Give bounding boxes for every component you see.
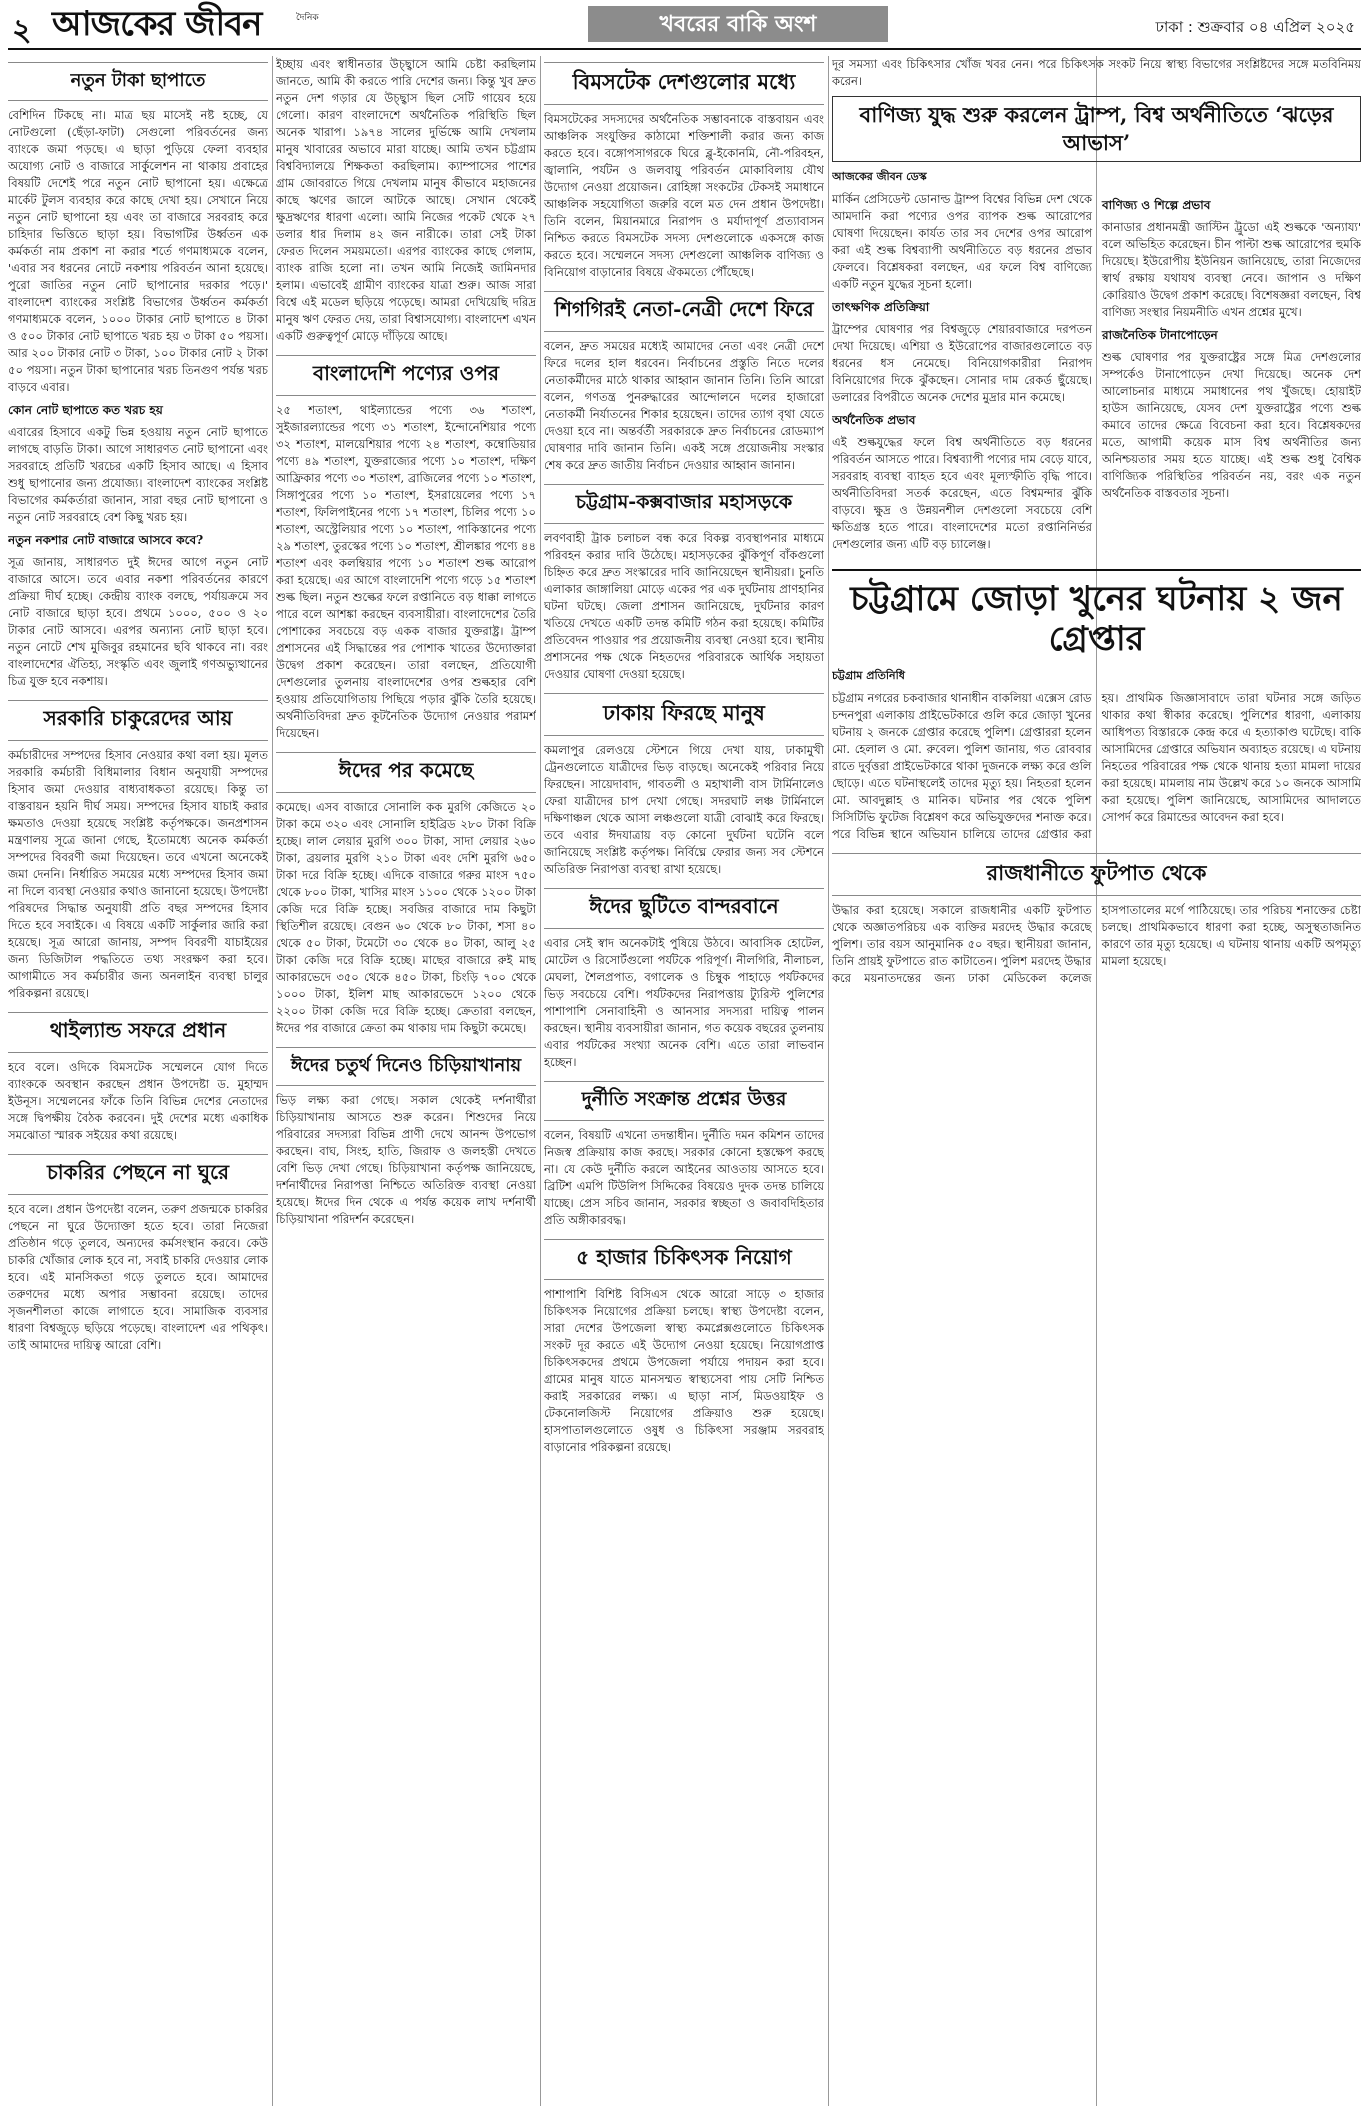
headline-govt-assets: সরকারি চাকুরেদের আয় xyxy=(8,700,268,741)
article-body: কানাডার প্রধানমন্ত্রী জাস্টিন ট্রুডো এই শুল্ককে 'অন্যায্য' বলে অভিহিত করেছেন। চীন পাল্টা শুল্ক আরোপের হুমকি দিয়েছে। ইউরোপীয় ইউনিয়ন জানিয়েছে, তারা নিজেদের স্বার্থ রক্ষায় যথাযথ ব্যবস্থা নেবে। জাপান ও দক্ষিণ কোরিয়াও উদ্বেগ প্রকাশ করেছে। বিশেষজ্ঞরা বলছেন, বিশ্ব বাণিজ্য সংস্থার নিয়মনীতি এখন প্রশ্নের মুখে। xyxy=(1102,220,1361,319)
article-body: উদ্ধার করা হয়েছে। সকালে রাজধানীর একটি ফুটপাত থেকে অজ্ঞাতপরিচয় এক ব্যক্তির মরদেহ উদ্ধার করেছে পুলিশ। তার বয়স আনুমানিক ৫০ বছর। স্থানীয়রা জানান, তিনি প্রায়ই ফুটপাতে রাত কাটাতেন। পুলিশ মরদেহ উদ্ধার করে ময়নাতদন্তের জন্য ঢাকা মেডিকেল কলেজ হাসপাতালের মর্গে পাঠিয়েছে। তার পরিচয় শনাক্তের চেষ্টা চলছে। প্রাথমিকভাবে ধারণা করা হচ্ছে, অসুস্থতাজনিত কারণে তার মৃত্যু হয়েছে। এ ঘটনায় থানায় একটি অপমৃত্যু মামলা হয়েছে। xyxy=(832,903,1361,985)
headline-ctg-highway: চট্টগ্রাম-কক্সবাজার মহাসড়কে xyxy=(544,484,824,524)
headline-ctg-murder: চট্টগ্রামে জোড়া খুনের ঘটনায় ২ জন গ্রেপ্তার xyxy=(832,569,1361,659)
article-body: দূর সমস্যা এবং চিকিৎসার খোঁজ খবর নেন। পরে চিকিৎসক সংকট নিয়ে স্বাস্থ্য বিভাগের সংশ্লিষ্টদের সঙ্গে মতবিনিময় করেন। xyxy=(832,57,1361,88)
headline-leaders-return: শিগগিরই নেতা-নেত্রী দেশে ফিরে xyxy=(544,291,824,332)
headline-trade-war: বাণিজ্য যুদ্ধ শুরু করলেন ট্রাম্প, বিশ্ব অর্থনীতিতে ‘ঝড়ের আভাস’ xyxy=(832,96,1361,162)
article-body: বলেন, বিষয়টি এখনো তদন্তাধীন। দুর্নীতি দমন কমিশন তাদের নিজস্ব প্রক্রিয়ায় কাজ করছে। সরকার কোনো হস্তক্ষেপ করছে না। যে কেউ দুর্নীতি করলে আইনের আওতায় আসতে হবে। ব্রিটিশ এমপি টিউলিপ সিদ্দিকের বিষয়েও দুদক তদন্ত চালিয়ে যাচ্ছে। প্রেস সচিব জানান, সরকার স্বচ্ছতা ও জবাবদিহিতার প্রতি অঙ্গীকারবদ্ধ। xyxy=(544,1128,824,1227)
subheading: বাণিজ্য ও শিল্পে প্রভাব xyxy=(1102,198,1211,212)
column-rule xyxy=(828,56,829,2106)
subheading: তাৎক্ষণিক প্রতিক্রিয়া xyxy=(832,300,930,314)
headline-back-to-dhaka: ঢাকায় ফিরছে মানুষ xyxy=(544,693,824,736)
column-1 xyxy=(8,56,268,2106)
trade-war-columns xyxy=(832,191,1361,555)
article-body: এই শুল্কযুদ্ধের ফলে বিশ্ব অর্থনীতিতে বড় ধরনের পরিবর্তন আসতে পারে। বিশ্বব্যাপী পণ্যের দাম বেড়ে যাবে, সরবরাহ ব্যবস্থা ব্যাহত হবে এবং মূল্যস্ফীতি বৃদ্ধি পাবে। অর্থনীতিবিদরা সতর্ক করেছেন, এতে বিশ্বমন্দার ঝুঁকি বাড়বে। ক্ষুদ্র ও উন্নয়নশীল দেশগুলো সবচেয়ে বেশি ক্ষতিগ্রস্ত হতে পারে। বাংলাদেশের মতো রপ্তানিনির্ভর দেশগুলোর জন্য এটি বড় চ্যালেঞ্জ। xyxy=(832,435,1092,551)
article-body: এবার সেই স্বাদ অনেকটাই পুষিয়ে উঠবে। আবাসিক হোটেল, মোটেল ও রিসোর্টগুলো পর্যটকে পরিপূর্ণ। নীলগিরি, নীলাচল, মেঘলা, শৈলপ্রপাত, বগালেক ও চিম্বুক পাহাড়ে পর্যটকদের ভিড় সবচেয়ে বেশি। পর্যটকদের নিরাপত্তায় ট্যুরিস্ট পুলিশের পাশাপাশি সেনাবাহিনী ও আনসার সদস্যরা দায়িত্ব পালন করছেন। স্থানীয় ব্যবসায়ীরা জানান, গত কয়েক বছরের তুলনায় এবার পর্যটকের সংখ্যা অনেক বেশি। এতে তারা লাভবান হচ্ছেন। xyxy=(544,936,824,1069)
article-body: এবারের হিসাবে একটু ভিন্ন হওয়ায় নতুন নোট ছাপাতে লাগছে বাড়তি টাকা। আগে সাধারণত নোট ছাপানো এবং সরবরাহে প্রতিটি খরচের একটি হিসাব আছে। এ হিসাব শুধু ছাপানোর জন্য প্রযোজ্য। বাংলাদেশ ব্যাংকের সংশ্লিষ্ট বিভাগের কর্মকর্তারা জানান, সারা বছর নোট ছাপানো ও নতুন নোট সরবরাহে বেশ কিছু খরচ হয়। xyxy=(8,425,268,524)
article-body: ভিড় লক্ষ্য করা গেছে। সকাল থেকেই দর্শনার্থীরা চিড়িয়াখানায় আসতে শুরু করেন। শিশুদের নিয়ে পরিবারের সদস্যরা বিভিন্ন প্রাণী দেখে আনন্দ উপভোগ করছেন। বাঘ, সিংহ, হাতি, জিরাফ ও জলহস্তী দেখতে বেশি ভিড় দেখা গেছে। চিড়িয়াখানা কর্তৃপক্ষ জানিয়েছে, দর্শনার্থীদের নিরাপত্তা নিশ্চিতে অতিরিক্ত ব্যবস্থা নেওয়া হয়েছে। ঈদের দিন থেকে এ পর্যন্ত কয়েক লাখ দর্শনার্থী চিড়িয়াখানা পরিদর্শন করেছেন। xyxy=(276,1093,536,1226)
article-body: হবে বলে। প্রধান উপদেষ্টা বলেন, তরুণ প্রজন্মকে চাকরির পেছনে না ঘুরে উদ্যোক্তা হতে হবে। তারা নিজেরা প্রতিষ্ঠান গড়ে তুলবে, অন্যদের কর্মসংস্থান করবে। কেউ চাকরি খোঁজার লোক হবে না, সবাই চাকরি দেওয়ার লোক হবে। এই মানসিকতা গড়ে তুলতে হবে। আমাদের তরুণদের মধ্যে অপার সম্ভাবনা রয়েছে। তাদের সৃজনশীলতা কাজে লাগাতে হবে। সামাজিক ব্যবসার ধারণা বিশ্বজুড়ে ছড়িয়ে পড়েছে। বাংলাদেশ এর পথিকৃৎ। তাই আমাদের দায়িত্ব আরো বেশি। xyxy=(8,1202,268,1352)
subheading: রাজনৈতিক টানাপোড়েন xyxy=(1102,328,1218,342)
column-rule xyxy=(272,56,273,2106)
logo-tag: দৈনিক xyxy=(296,13,319,23)
column-3 xyxy=(544,56,824,2106)
article-body: বলেন, দ্রুত সময়ের মধ্যেই আমাদের নেতা এবং নেত্রী দেশে ফিরে দলের হাল ধরবেন। নির্বাচনের প্রস্তুতি নিতে দলের নেতাকর্মীদের মাঠে থাকার আহ্বান জানান তিনি। তিনি আরো বলেন, গণতন্ত্র পুনরুদ্ধারের আন্দোলনে দলের হাজারো নেতাকর্মী নির্যাতনের শিকার হয়েছেন। তাদের ত্যাগ বৃথা যেতে দেওয়া হবে না। অন্তর্বর্তী সরকারকে দ্রুত নির্বাচনের রোডম্যাপ ঘোষণার দাবি জানান তিনি। একই সঙ্গে প্রয়োজনীয় সংস্কার শেষ করে দ্রুত জাতীয় নির্বাচন দেওয়ার আহ্বান জানান। xyxy=(544,339,824,472)
article-body: ২৫ শতাংশ, থাইল্যান্ডের পণ্যে ৩৬ শতাংশ, সুইজারল্যান্ডের পণ্যে ৩১ শতাংশ, ইন্দোনেশিয়ার পণ্যে ৩২ শতাংশ, মালয়েশিয়ার পণ্যে ২৪ শতাংশ, কম্বোডিয়ার পণ্যে ৪৯ শতাংশ, যুক্তরাজ্যের পণ্যে ১০ শতাংশ, দক্ষিণ আফ্রিকার পণ্যে ৩০ শতাংশ, ব্রাজিলের পণ্যে ১০ শতাংশ, সিঙ্গাপুরের পণ্যে ১০ শতাংশ, ইসরায়েলের পণ্যে ১৭ শতাংশ, ফিলিপাইনের পণ্যে ১৭ শতাংশ, চিলির পণ্যে ১০ শতাংশ, অস্ট্রেলিয়ার পণ্যে ১০ শতাংশ, পাকিস্তানের পণ্যে ২৯ শতাংশ, তুরস্কের পণ্যে ১০ শতাংশ, শ্রীলঙ্কার পণ্যে ৪৪ শতাংশ এবং কলম্বিয়ার পণ্যে ১০ শতাংশ শুল্ক আরোপ করা হয়েছে। এর আগে বাংলাদেশি পণ্যে গড়ে ১৫ শতাংশ শুল্ক ছিল। নতুন শুল্কের ফলে রপ্তানিতে বড় ধাক্কা লাগতে পারে বলে আশঙ্কা করছেন ব্যবসায়ীরা। বাংলাদেশের তৈরি পোশাকের সবচেয়ে বড় একক বাজার যুক্তরাষ্ট্র। ট্রাম্প প্রশাসনের এই সিদ্ধান্তের পর পোশাক খাতের উদ্যোক্তারা উদ্বেগ প্রকাশ করেছেন। তারা বলছেন, প্রতিযোগী দেশগুলোর তুলনায় বাংলাদেশের ওপর শুল্কহার বেশি হওয়ায় প্রতিযোগিতায় পিছিয়ে পড়ার ঝুঁকি তৈরি হয়েছে। অর্থনীতিবিদরা দ্রুত কূটনৈতিক উদ্যোগ নেওয়ার পরামর্শ দিয়েছেন। xyxy=(276,403,536,740)
subheading: কোন নোট ছাপাতে কত খরচ হয় xyxy=(8,403,163,417)
headline-new-notes: নতুন টাকা ছাপাতে xyxy=(8,62,268,101)
article-body: মার্কিন প্রেসিডেন্ট ডোনাল্ড ট্রাম্প বিশ্বের বিভিন্ন দেশ থেকে আমদানি করা পণ্যের ওপর ব্যাপক শুল্ক আরোপের ঘোষণা দিয়েছেন। কার্যত তার সব দেশের ওপর আরোপ করা এই শুল্ক বিশ্বব্যাপী অর্থনীতিতে বড় ধরনের প্রভাব ফেলবে। বিশ্লেষকরা বলছেন, এর ফলে বিশ্ব বাণিজ্যে একটি নতুন যুদ্ধের সূচনা হলো। xyxy=(832,192,1092,291)
headline-footpath: রাজধানীতে ফুটপাত থেকে xyxy=(832,853,1361,896)
headline-bd-products: বাংলাদেশি পণ্যের ওপর xyxy=(276,355,536,396)
article-body: ইচ্ছায় এবং স্বাধীনতার উচ্ছ্বাসে আমি চেষ্টা করছিলাম জানতে, আমি কী করতে পারি দেশের জন্য। কিন্তু খুব দ্রুত নতুন দেশ গড়ার যে উচ্ছ্বাস ছিল সেটি গায়েব হয়ে গেলো। কারণ বাংলাদেশে অর্থনৈতিক পরিস্থিতি ছিল অনেক খারাপ। ১৯৭৪ সালের দুর্ভিক্ষে আমি দেখলাম মানুষ খাবারের অভাবে মারা যাচ্ছে। আমি তখন চট্টগ্রাম বিশ্ববিদ্যালয়ে শিক্ষকতা করছিলাম। ক্যাম্পাসের পাশের গ্রাম জোবরাতে গিয়ে দেখলাম মানুষ কীভাবে মহাজনের কাছে ঋণের জালে আটকে আছে। সেখান থেকেই ক্ষুদ্রঋণের ধারণা এলো। আমি নিজের পকেট থেকে ২৭ ডলার ধার দিলাম ৪২ জন নারীকে। তারা সেই টাকা ফেরত দিলেন সময়মতো। এরপর ব্যাংকের কাছে গেলাম, ব্যাংক রাজি হলো না। তখন আমি নিজেই জামিনদার হলাম। এভাবেই গ্রামীণ ব্যাংকের যাত্রা শুরু। আজ সারা বিশ্বে এই মডেল ছড়িয়ে পড়েছে। আমরা দেখিয়েছি দরিদ্র মানুষ ঋণ ফেরত দেয়, তারা বিশ্বাসযোগ্য। বাংলাদেশ এখন একটি গুরুত্বপূর্ণ মোড়ে দাঁড়িয়ে আছে। xyxy=(276,57,536,343)
right-block xyxy=(832,56,1361,2106)
column-2 xyxy=(276,56,536,2106)
article-body: বেশিদিন টিকছে না। মাত্র ছয় মাসেই নষ্ট হচ্ছে, যে নোটগুলো (ছেঁড়া-ফাটা) সেগুলো পরিবর্তনের জন্য ব্যাংকে জমা পড়ছে। এ ছাড়া পুড়িয়ে ফেলা ব্যবহার অযোগ্য নোট ও বাজারে সার্কুলেশন না থাকায় প্রবাহের বিষয়টি দেশেই পরে নতুন নোট ছাপানো হয়। এক্ষেত্রে মার্কেট টুলস ব্যবহার করে কাছে দেখা হয়। সেখানে নিয়ে নতুন নোট ছাপানো হয় এবং তা বাজারে সরবরাহ করে চাহিদার ভিত্তিতে ছাড়া হয়। বিভাগটির উর্ধ্বতন এক কর্মকর্তা নাম প্রকাশ না করার শর্তে গণমাধ্যমকে বলেন, 'এবার সব ধরনের নোটে নকশায় পরিবর্তন আনা হয়েছে। পুরো জাতির নতুন নোট ছাপানোর দরকার পড়ে।' বাংলাদেশ ব্যাংকের সংশ্লিষ্ট বিভাগের উর্ধ্বতন কর্মকর্তা গণমাধ্যমকে বলেন, ১০০০ টাকার নোট ছাপাতে ৪ টাকা ও ৫০০ টাকার নোট ছাপাতে খরচ হয় ৩ টাকা ৫০ পয়সা। আর ২০০ টাকার নোট ৩ টাকা, ১০০ টাকার নোট ২ টাকা ৫০ পয়সা। নতুন টাকা ছাপানোর খরচ তিনগুণ পর্যন্ত খরচ বাড়বে এবার। xyxy=(8,108,268,394)
headline-doctors: ৫ হাজার চিকিৎসক নিয়োগ xyxy=(544,1239,824,1280)
dateline: ঢাকা : শুক্রবার ০৪ এপ্রিল ২০২৫ xyxy=(1155,18,1355,36)
page-number: ২ xyxy=(12,13,32,48)
article-body: হবে বলে। ওদিকে বিমসটেক সম্মেলনে যোগ দিতে ব্যাংককে অবস্থান করছেন প্রধান উপদেষ্টা ড. মুহাম্মদ ইউনূস। সম্মেলনের ফাঁকে তিনি বিভিন্ন দেশের নেতাদের সঙ্গে দ্বিপক্ষীয় বৈঠক করবেন। দুই দেশের মধ্যে একাধিক সমঝোতা স্মারক সইয়ের কথা রয়েছে। xyxy=(8,1060,268,1142)
article-body: কমেছে। এসব বাজারে সোনালি কক মুরগি কেজিতে ২০ টাকা কমে ৩২০ এবং সোনালি হাইব্রিড ২৮০ টাকা বিক্রি হচ্ছে। লাল লেয়ার মুরগি ৩০০ টাকা, সাদা লেয়ার ২৬০ টাকা, ব্রয়লার মুরগি ২১০ টাকা এবং দেশি মুরগি ৬৫০ টাকা দরে বিক্রি হচ্ছে। এদিকে বাজারে গরুর মাংস ৭৫০ থেকে ৮০০ টাকা, খাসির মাংস ১১০০ থেকে ১২০০ টাকা কেজি দরে বিক্রি হচ্ছে। সবজির বাজারে দাম কিছুটা স্থিতিশীল রয়েছে। বেগুন ৬০ থেকে ৮০ টাকা, শসা ৪০ থেকে ৫০ টাকা, টমেটো ৩০ থেকে ৪০ টাকা, আলু ২৫ টাকা কেজি দরে বিক্রি হচ্ছে। মাছের বাজারে রুই মাছ আকারভেদে ৩৫০ থেকে ৪৫০ টাকা, চিংড়ি ৭০০ থেকে ১০০০ টাকা, ইলিশ মাছ আকারভেদে ১২০০ থেকে ২২০০ টাকা কেজি দরে বিক্রি হচ্ছে। ক্রেতারা বলছেন, ঈদের পর বাজারে ক্রেতা কম থাকায় দাম কিছুটা কমেছে। xyxy=(276,800,536,1035)
headline-thailand: থাইল্যান্ড সফরে প্রধান xyxy=(8,1012,268,1053)
masthead xyxy=(8,4,1361,50)
article-body: লবণবাহী ট্রাক চলাচল বন্ধ করে বিকল্প ব্যবস্থাপনার মাধ্যমে পরিবহন করার দাবি উঠেছে। মহাসড়কের ঝুঁকিপূর্ণ বাঁকগুলো চিহ্নিত করে দ্রুত সংস্কারের দাবি জানিয়েছেন স্থানীয়রা। চুনতি এলাকার জাঙ্গালিয়া মোড়ে একের পর এক দুর্ঘটনায় প্রাণহানির ঘটনা ঘটছে। জেলা প্রশাসন জানিয়েছে, দুর্ঘটনার কারণ খতিয়ে দেখতে একটি তদন্ত কমিটি গঠন করা হয়েছে। কমিটির প্রতিবেদন পাওয়ার পর প্রয়োজনীয় ব্যবস্থা নেওয়া হবে। স্থানীয় প্রশাসনের পক্ষ থেকে নিহতদের পরিবারকে আর্থিক সহায়তা দেওয়ার ঘোষণা দেওয়া হয়েছে। xyxy=(544,531,824,681)
headline-zoo: ঈদের চতুর্থ দিনেও চিড়িয়াখানায় xyxy=(276,1047,536,1086)
trade-war-col-a xyxy=(832,191,1092,555)
headline-bandarban: ঈদের ছুটিতে বান্দরবানে xyxy=(544,888,824,929)
article-body: সূত্র জানায়, সাধারণত দুই ঈদের আগে নতুন নোট বাজারে আসে। তবে এবার নকশা পরিবর্তনের কারণে প্রক্রিয়া দীর্ঘ হচ্ছে। কেন্দ্রীয় ব্যাংক বলছে, পর্যায়ক্রমে সব নোট বাজারে ছাড়া হবে। প্রথমে ১০০০, ৫০০ ও ২০ টাকার নোট আসবে। এরপর অন্যান্য নোট ছাড়া হবে। নতুন নোটে শেখ মুজিবুর রহমানের ছবি থাকবে না। বরং বাংলাদেশের ঐতিহ্য, সংস্কৃতি এবং জুলাই গণঅভ্যুত্থানের চিত্র যুক্ত হবে নকশায়। xyxy=(8,555,268,688)
subheading: অর্থনৈতিক প্রভাব xyxy=(832,413,916,427)
ctg-murder-body xyxy=(832,690,1361,843)
byline: চট্টগ্রাম প্রতিনিধি xyxy=(832,669,905,682)
article-body: পাশাপাশি বিশিষ্ট বিসিএস থেকে আরো সাড়ে ৩ হাজার চিকিৎসক নিয়োগের প্রক্রিয়া চলছে। স্বাস্থ্য উপদেষ্টা বলেন, সারা দেশের উপজেলা স্বাস্থ্য কমপ্লেক্সগুলোতে চিকিৎসক সংকট দূর করতে এই উদ্যোগ নেওয়া হয়েছে। নিয়োগপ্রাপ্ত চিকিৎসকদের প্রথমে উপজেলা পর্যায়ে পদায়ন করা হবে। গ্রামের মানুষ যাতে মানসম্মত স্বাস্থ্যসেবা পায় সেটি নিশ্চিত করাই সরকারের লক্ষ্য। এ ছাড়া নার্স, মিডওয়াইফ ও টেকনোলজিস্ট নিয়োগের প্রক্রিয়াও শুরু হয়েছে। হাসপাতালগুলোতে ওষুধ ও চিকিৎসা সরঞ্জাম সরবরাহ বাড়ানোর পরিকল্পনা রয়েছে। xyxy=(544,1287,824,1454)
article-body: ট্রাম্পের ঘোষণার পর বিশ্বজুড়ে শেয়ারবাজারে দরপতন দেখা দিয়েছে। এশিয়া ও ইউরোপের বাজারগুলোতে বড় ধরনের ধস নেমেছে। বিনিয়োগকারীরা নিরাপদ বিনিয়োগের দিকে ঝুঁকছেন। সোনার দাম রেকর্ড ছুঁয়েছে। ডলারের বিপরীতে অনেক দেশের মুদ্রার মান কমেছে। xyxy=(832,322,1092,404)
headline-jobs: চাকরির পেছনে না ঘুরে xyxy=(8,1154,268,1195)
trade-war-col-b xyxy=(1102,191,1361,555)
article-body: বিমসটেকের সদস্যদের অর্থনৈতিক সম্ভাবনাকে বাস্তবায়ন এবং আঞ্চলিক সংযুক্তির কাঠামো শক্তিশালী করার জন্য কাজ করতে হবে। বঙ্গোপসাগরকে ঘিরে ব্লু-ইকোনমি, নৌ-পরিবহন, জ্বালানি, পর্যটন ও জলবায়ু পরিবর্তন মোকাবিলায় যৌথ উদ্যোগ নেওয়া প্রয়োজন। রোহিঙ্গা সংকটের টেকসই সমাধানে আঞ্চলিক সহযোগিতা জরুরি বলে মত দেন প্রধান উপদেষ্টা। তিনি বলেন, মিয়ানমারে নিরাপদ ও মর্যাদাপূর্ণ প্রত্যাবাসন নিশ্চিত করতে বিমসটেক সদস্য দেশগুলোকে একসঙ্গে কাজ করতে হবে। সম্মেলনে সদস্য দেশগুলো আঞ্চলিক বাণিজ্য ও বিনিয়োগ বাড়ানোর বিষয়ে ঐকমত্যে পৌঁছেছে। xyxy=(544,112,824,279)
section-title: খবরের বাকি অংশ xyxy=(588,6,888,42)
article-body: শুল্ক ঘোষণার পর যুক্তরাষ্ট্রের সঙ্গে মিত্র দেশগুলোর সম্পর্কেও টানাপোড়েন দেখা দিয়েছে। অনেক দেশ আলোচনার মাধ্যমে সমাধানের পথ খুঁজছে। হোয়াইট হাউস জানিয়েছে, যেসব দেশ যুক্তরাষ্ট্রের পণ্যে শুল্ক কমাবে তাদের ক্ষেত্রে বিবেচনা করা হবে। বিশ্লেষকদের মতে, আগামী কয়েক মাস বিশ্ব অর্থনীতির জন্য অনিশ্চয়তার সময় হতে যাচ্ছে। এই শুল্ক শুধু বৈশ্বিক বাণিজ্যিক পরিস্থিতির পরিবর্তন নয়, বরং এক নতুন অর্থনৈতিক বাস্তবতার সূচনা। xyxy=(1102,350,1361,500)
article-body: চট্টগ্রাম নগরের চকবাজার থানাধীন বাকলিয়া এক্সেস রোড চন্দনপুরা এলাকায় প্রাইভেটকারে গুলি করে জোড়া খুনের ঘটনায় ২ জনকে গ্রেপ্তার করেছে পুলিশ। গ্রেপ্তাররা হলেন মো. হেলাল ও মো. রুবেল। পুলিশ জানায়, গত রোববার রাতে দুর্বৃত্তরা প্রাইভেটকারে থাকা দুজনকে লক্ষ্য করে গুলি ছোড়ে। এতে ঘটনাস্থলেই তাদের মৃত্যু হয়। নিহতরা হলেন মো. আবদুল্লাহ ও মানিক। ঘটনার পর থেকে পুলিশ সিসিটিভি ফুটেজ বিশ্লেষণ করে অভিযুক্তদের শনাক্ত করে। পরে বিভিন্ন স্থানে অভিযান চালিয়ে তাদের গ্রেপ্তার করা হয়। প্রাথমিক জিজ্ঞাসাবাদে তারা ঘটনার সঙ্গে জড়িত থাকার কথা স্বীকার করেছে। পুলিশের ধারণা, এলাকায় আধিপত্য বিস্তারকে কেন্দ্র করে এ হত্যাকাণ্ড ঘটেছে। বাকি আসামিদের গ্রেপ্তারে অভিযান অব্যাহত রয়েছে। এ ঘটনায় নিহতের পরিবারের পক্ষ থেকে থানায় হত্যা মামলা দায়ের করা হয়েছে। মামলায় নাম উল্লেখ করে ১০ জনকে আসামি করা হয়েছে। পুলিশ জানিয়েছে, আসামিদের আদালতে সোপর্দ করে রিমান্ডের আবেদন করা হবে। xyxy=(832,691,1361,841)
headline-corruption: দুর্নীতি সংক্রান্ত প্রশ্নের উত্তর xyxy=(544,1081,824,1121)
column-rule xyxy=(540,56,541,2106)
subheading: নতুন নকশার নোট বাজারে আসবে কবে? xyxy=(8,533,204,547)
newspaper-logo: আজকের জীবন xyxy=(52,4,262,44)
headline-bimstec: বিমসটেক দেশগুলোর মধ্যে xyxy=(544,62,824,105)
article-body: কর্মচারীদের সম্পদের হিসাব নেওয়ার কথা বলা হয়। মূলত সরকারি কর্মচারী বিধিমালার বিধান অনুযায়ী সম্পদের হিসাব জমা দেওয়ার বাধ্যবাধকতা রয়েছে। কিন্তু তা বাস্তবায়ন হয়নি দীর্ঘ সময়। সম্পদের হিসাব যাচাই করার ক্ষমতাও দেওয়া হয়েছে সংশ্লিষ্ট কর্তৃপক্ষকে। জনপ্রশাসন মন্ত্রণালয় সূত্রে জানা গেছে, ইতোমধ্যে অনেক কর্মকর্তা সম্পদের বিবরণী জমা দিয়েছেন। তবে এখনো অনেকেই জমা দেননি। নির্ধারিত সময়ের মধ্যে সম্পদের হিসাব জমা না দিলে ব্যবস্থা নেওয়ার কথাও জানানো হয়েছে। উপদেষ্টা পরিষদের সিদ্ধান্ত অনুযায়ী প্রতি বছর সম্পদের হিসাব দিতে হবে সবাইকে। এ বিষয়ে একটি সার্কুলার জারি করা হয়েছে। সূত্র আরো জানায়, সম্পদ বিবরণী যাচাইয়ের জন্য ডিজিটাল পদ্ধতিতে তথ্য সংরক্ষণ করা হবে। আগামীতে সব কর্মচারীর জন্য অনলাইন ব্যবস্থা চালুর পরিকল্পনা রয়েছে। xyxy=(8,748,268,1000)
article-body: কমলাপুর রেলওয়ে স্টেশনে গিয়ে দেখা যায়, ঢাকামুখী ট্রেনগুলোতে যাত্রীদের ভিড় বাড়ছে। অনেকেই পরিবার নিয়ে ফিরছেন। সায়েদাবাদ, গাবতলী ও মহাখালী বাস টার্মিনালেও ফেরা যাত্রীদের চাপ দেখা গেছে। সদরঘাট লঞ্চ টার্মিনালে দক্ষিণাঞ্চল থেকে আসা লঞ্চগুলো যাত্রী বোঝাই করে ফিরছে। তবে এবার ঈদযাত্রায় বড় কোনো দুর্ঘটনা ঘটেনি বলে জানিয়েছে সংশ্লিষ্ট কর্তৃপক্ষ। নির্বিঘ্নে ফেরার জন্য সব স্টেশনে অতিরিক্ত নিরাপত্তা ব্যবস্থা রাখা হয়েছে। xyxy=(544,743,824,876)
headline-after-eid: ঈদের পর কমেছে xyxy=(276,752,536,793)
byline: আজকের জীবন ডেস্ক xyxy=(832,170,927,183)
footpath-body xyxy=(832,902,1361,987)
